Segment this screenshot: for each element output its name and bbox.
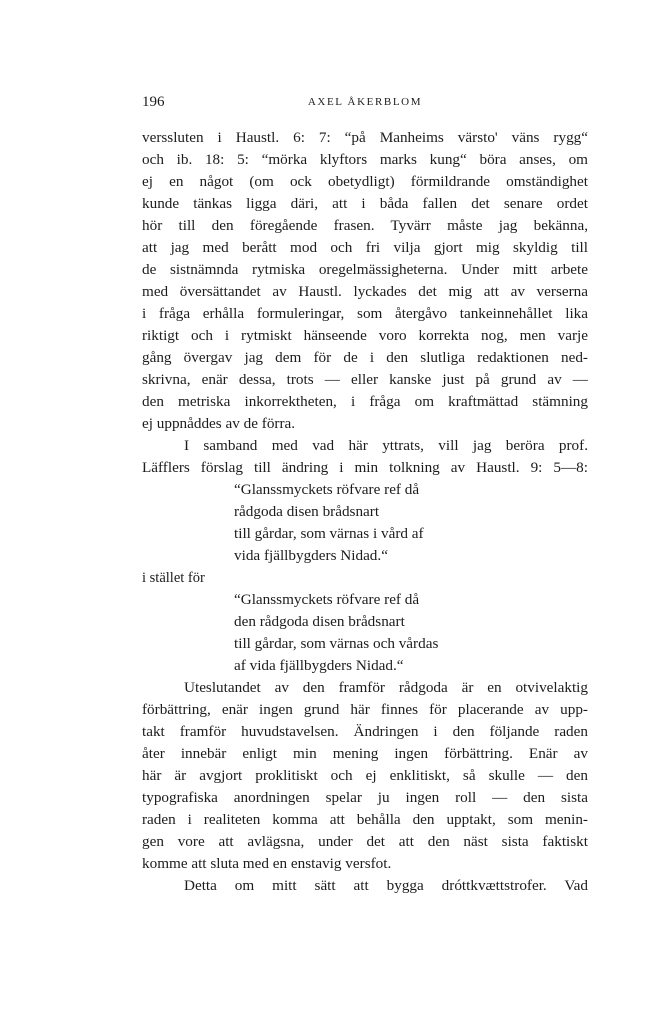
text-line: den metriska inkorrektheten, i fråga om kraftmättad stämning bbox=[142, 393, 588, 410]
text-line: takt framför huvudstavelsen. Ändringen i den följande raden bbox=[142, 723, 588, 740]
page-header bbox=[142, 94, 588, 114]
text-line: komme att sluta med en enstavig versfot. bbox=[142, 855, 392, 872]
text-line: ej en något (om ock obetydligt) förmildrande omständighet bbox=[142, 173, 588, 190]
text-line: Uteslutandet av den framför rådgoda är en otvivelaktig bbox=[184, 679, 588, 696]
text-line: verssluten i Haustl. 6: 7: “på Manheims värsto' väns rygg“ bbox=[142, 129, 588, 146]
text-line: här är avgjort proklitiskt och ej enklitiskt, så skulle — den bbox=[142, 767, 588, 784]
text-line: gång övergav jag dem för de i den slutliga redaktionen ned- bbox=[142, 349, 588, 366]
text-line: I samband med vad här yttrats, vill jag beröra prof. bbox=[184, 437, 588, 454]
verse-line: “Glanssmyckets röfvare ref då bbox=[234, 591, 420, 608]
text-line: Detta om mitt sätt att bygga dróttkvættstrofer. Vad bbox=[184, 877, 588, 894]
text-line: i fråga erhålla formuleringar, som återgåvo tankeinnehållet lika bbox=[142, 305, 588, 322]
verse-line: rådgoda disen brådsnart bbox=[234, 503, 380, 520]
verse-line: till gårdar, som värnas och vårdas bbox=[234, 635, 439, 652]
verse-line: vida fjällbygders Nidad.“ bbox=[234, 547, 388, 564]
text-line: åter innebär enligt min mening ingen förbättring. Enär av bbox=[142, 745, 588, 762]
text-line: förbättring, enär ingen grund här finnes för placerande av upp- bbox=[142, 701, 588, 718]
text-line: och ib. 18: 5: “mörka klyftors marks kung“ böra anses, om bbox=[142, 151, 588, 168]
text-line: riktigt och i rytmiskt hänseende voro korrekta nog, men varje bbox=[142, 327, 588, 344]
page-number: 196 bbox=[142, 94, 165, 110]
text-line: gen vore att avlägsna, under det att den näst sista faktiskt bbox=[142, 833, 588, 850]
text-line: skrivna, enär dessa, trots — eller kanske just på grund av — bbox=[142, 371, 588, 388]
instead-of-label: i stället för bbox=[142, 570, 205, 586]
text-line: Läfflers förslag till ändring i min tolkning av Haustl. 9: 5—8: bbox=[142, 459, 588, 476]
verse-line: till gårdar, som värnas i vård af bbox=[234, 525, 424, 542]
text-line: att jag med berått mod och fri vilja gjort mig skyldig till bbox=[142, 239, 588, 256]
text-line: typografiska anordningen spelar ju ingen roll — den sista bbox=[142, 789, 588, 806]
verse-line: “Glanssmyckets röfvare ref då bbox=[234, 481, 420, 498]
text-line: raden i realiteten komma att behålla den upptakt, som menin- bbox=[142, 811, 588, 828]
running-head: AXEL ÅKERBLOM bbox=[307, 96, 423, 108]
text-line: ej uppnåddes av de förra. bbox=[142, 415, 296, 432]
text-line: med översättandet av Haustl. lyckades det mig att av verserna bbox=[142, 283, 588, 300]
verse-line: af vida fjällbygders Nidad.“ bbox=[234, 657, 404, 674]
text-line: de sistnämnda rytmiska oregelmässigheterna. Under mitt arbete bbox=[142, 261, 588, 278]
verse-line: den rådgoda disen brådsnart bbox=[234, 613, 405, 630]
text-line: hör till den föregående frasen. Tyvärr måste jag bekänna, bbox=[142, 217, 588, 234]
text-line: kunde tänkas ligga däri, att i båda fallen det senare ordet bbox=[142, 195, 588, 212]
